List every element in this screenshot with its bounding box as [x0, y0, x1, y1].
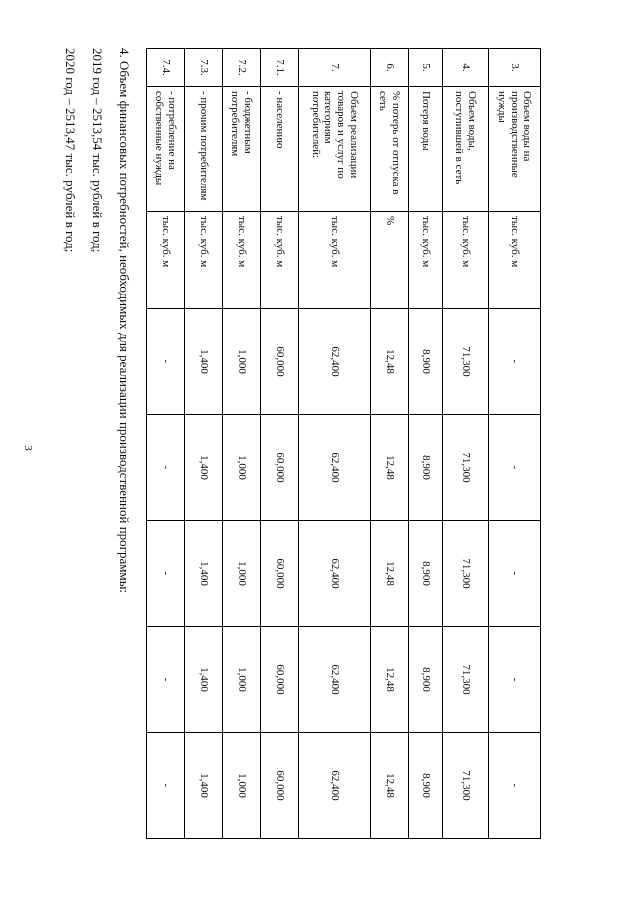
table-row	[185, 49, 223, 839]
value-cell: 71,300	[443, 415, 489, 521]
value-cell: -	[147, 733, 185, 839]
value-cell: 1,400	[185, 627, 223, 733]
value-cell: 60,000	[261, 733, 299, 839]
value-cell: -	[489, 733, 541, 839]
indicator-name: Объем воды на производственные нужды	[489, 87, 541, 212]
value-cell: 62,400	[299, 627, 371, 733]
row-number: 7.3.	[185, 49, 223, 87]
value-cell: 1,000	[223, 415, 261, 521]
table-row	[371, 49, 409, 839]
table-row	[147, 49, 185, 839]
value-cell: 62,400	[299, 521, 371, 627]
value-cell: 71,300	[443, 521, 489, 627]
unit-cell: тыс. куб. м	[185, 212, 223, 309]
indicator-name: - бюджетным потребителям	[223, 87, 261, 212]
value-cell: -	[489, 309, 541, 415]
value-cell: 12,48	[371, 415, 409, 521]
value-cell: 8,900	[409, 309, 443, 415]
row-number: 7.2.	[223, 49, 261, 87]
unit-cell: тыс. куб. м	[261, 212, 299, 309]
value-cell: -	[489, 521, 541, 627]
table-row	[261, 49, 299, 839]
row-number: 7.	[299, 49, 371, 87]
value-cell: 1,000	[223, 733, 261, 839]
value-cell: 1,000	[223, 521, 261, 627]
value-cell: 8,900	[409, 733, 443, 839]
indicator-name: - населению	[261, 87, 299, 212]
value-cell: -	[147, 627, 185, 733]
table-row	[223, 49, 261, 839]
value-cell: -	[489, 415, 541, 521]
financing-section	[50, 48, 131, 838]
indicator-name: Потеря воды	[409, 87, 443, 212]
row-number: 4.	[443, 49, 489, 87]
value-cell: 1,400	[185, 415, 223, 521]
value-cell: 12,48	[371, 309, 409, 415]
financing-line: 2019 год – 2513,54 тыс. рублей в год;	[90, 48, 105, 253]
row-number: 6.	[371, 49, 409, 87]
table-row	[489, 49, 541, 839]
indicator-name: - прочим потребителям	[185, 87, 223, 212]
value-cell: 1,400	[185, 309, 223, 415]
value-cell: 12,48	[371, 521, 409, 627]
value-cell: 60,000	[261, 309, 299, 415]
table-row	[409, 49, 443, 839]
value-cell: 12,48	[371, 733, 409, 839]
table-row	[299, 49, 371, 839]
unit-cell: тыс. куб. м	[223, 212, 261, 309]
value-cell: 1,000	[223, 309, 261, 415]
value-cell: -	[147, 521, 185, 627]
financing-line: 2020 год – 2513,47 тыс. рублей в год;	[63, 48, 78, 253]
value-cell: 71,300	[443, 627, 489, 733]
indicator-name: Объем реализации товаров и услуг по категориям потребителей:	[299, 87, 371, 212]
table-row	[443, 49, 489, 839]
row-number: 3.	[489, 49, 541, 87]
value-cell: 8,900	[409, 415, 443, 521]
financing-heading: 4. Объем финансовых потребностей, необходимых для реализации производственной программы:	[117, 48, 132, 594]
value-cell: -	[147, 415, 185, 521]
row-number: 7.4.	[147, 49, 185, 87]
value-cell: 71,300	[443, 733, 489, 839]
value-cell: 8,900	[409, 521, 443, 627]
program-table	[146, 48, 541, 839]
unit-cell: тыс. куб. м	[489, 212, 541, 309]
value-cell: 1,400	[185, 521, 223, 627]
value-cell: 62,400	[299, 415, 371, 521]
value-cell: 8,900	[409, 627, 443, 733]
value-cell: 60,000	[261, 415, 299, 521]
indicator-name: - потребление на собственные нужды	[147, 87, 185, 212]
value-cell: 60,000	[261, 627, 299, 733]
page-number: 3	[22, 445, 34, 451]
value-cell: 1,400	[185, 733, 223, 839]
value-cell: 12,48	[371, 627, 409, 733]
value-cell: 1,000	[223, 627, 261, 733]
unit-cell: %	[371, 212, 409, 309]
value-cell: 60,000	[261, 521, 299, 627]
unit-cell: тыс. куб. м	[299, 212, 371, 309]
value-cell: 62,400	[299, 309, 371, 415]
indicator-name: % потерь от отпуска в сеть	[371, 87, 409, 212]
rotated-content	[51, 48, 541, 838]
unit-cell: тыс. куб. м	[443, 212, 489, 309]
row-number: 5.	[409, 49, 443, 87]
unit-cell: тыс. куб. м	[409, 212, 443, 309]
unit-cell: тыс. куб. м	[147, 212, 185, 309]
value-cell: 71,300	[443, 309, 489, 415]
value-cell: 62,400	[299, 733, 371, 839]
value-cell: -	[147, 309, 185, 415]
value-cell: -	[489, 627, 541, 733]
row-number: 7.1.	[261, 49, 299, 87]
indicator-name: Объем воды, поступившей в сеть	[443, 87, 489, 212]
